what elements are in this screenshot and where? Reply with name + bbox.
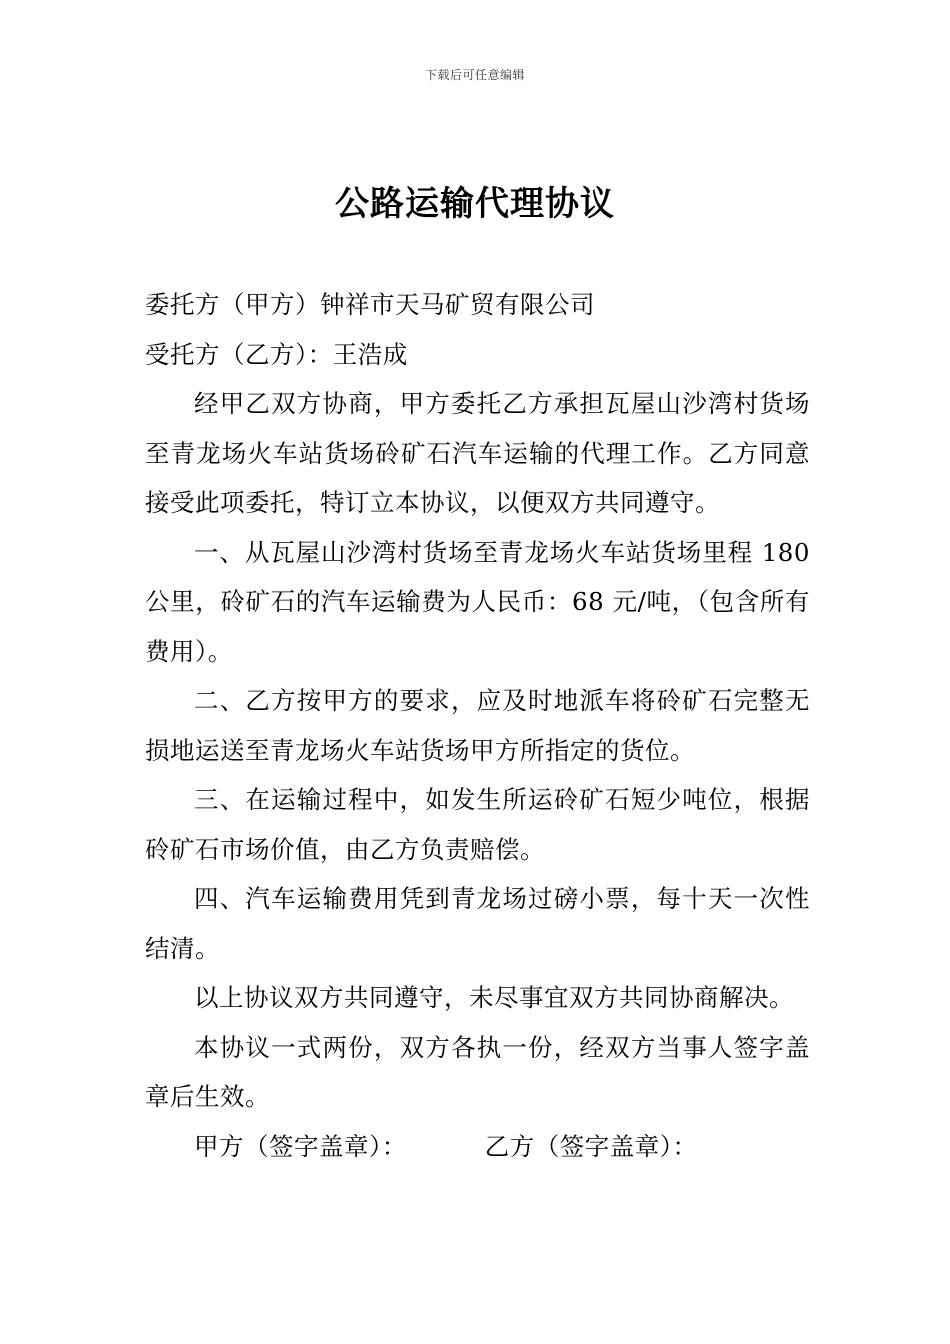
clause-2: 二、乙方按甲方的要求，应及时地派车将砱矿石完整无损地运送至青龙场火车站货场甲方所指定的货位。: [145, 686, 810, 765]
document-body: [145, 280, 810, 1171]
clause-1: 一、从瓦屋山沙湾村货场至青龙场火车站货场里程 180 公里，砱矿石的汽车运输费为人民币：68 元/吨，（包含所有费用）。: [145, 537, 810, 666]
party-b-signature: 乙方（签字盖章）：: [484, 1131, 698, 1161]
intro-paragraph: 经甲乙双方协商，甲方委托乙方承担瓦屋山沙湾村货场至青龙场火车站货场砱矿石汽车运输的代理工作。乙方同意接受此项委托，特订立本协议，以便双方共同遵守。: [145, 389, 810, 517]
header-note: 下载后可任意编辑: [424, 68, 525, 82]
party-a-line: 委托方（甲方）钟祥市天马矿贸有限公司: [145, 290, 595, 319]
document-title: 公路运输代理协议: [335, 184, 615, 224]
clause-4: 四、汽车运输费用凭到青龙场过磅小票，每十天一次性结清。: [145, 884, 810, 963]
party-b-line: 受托方（乙方）：王浩成: [145, 339, 408, 369]
signature-row: [145, 1122, 810, 1172]
clause-3: 三、在运输过程中，如发生所运砱矿石短少吨位，根据砱矿石市场价值，由乙方负责赔偿。: [145, 785, 810, 864]
copies-paragraph: 本协议一式两份，双方各执一份，经双方当事人签字盖章后生效。: [145, 1032, 810, 1111]
closing-paragraph: 以上协议双方共同遵守，未尽事宜双方共同协商解决。: [194, 983, 794, 1012]
party-a-signature: 甲方（签字盖章）：: [194, 1131, 407, 1161]
